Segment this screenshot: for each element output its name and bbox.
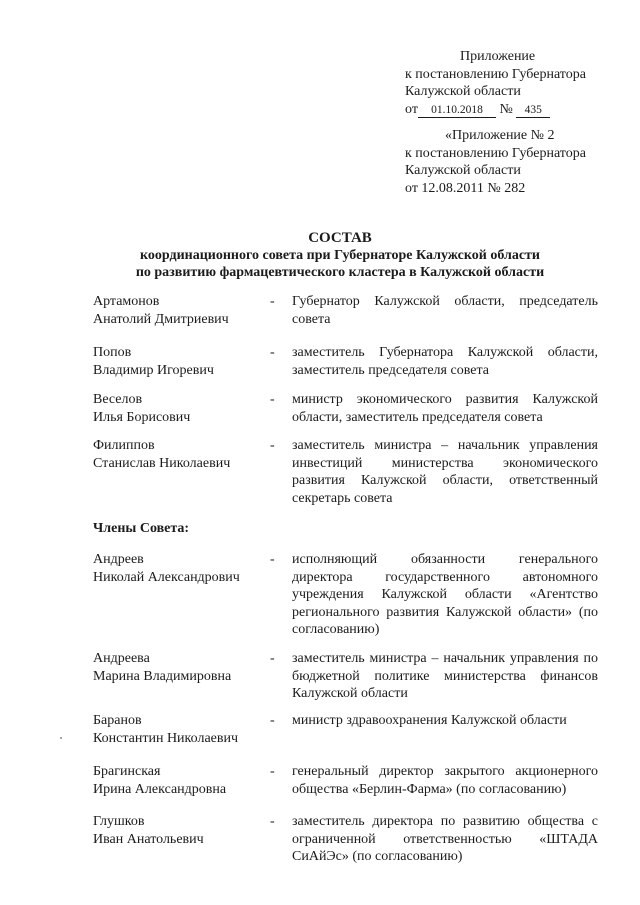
separator-dash: - bbox=[270, 764, 275, 779]
member-surname: Попов bbox=[93, 345, 132, 360]
number-prefix: № bbox=[499, 101, 513, 117]
member-surname: Брагинская bbox=[93, 764, 161, 779]
member-role: заместитель Губернатора Калужской области, заместитель председателя совета bbox=[292, 345, 598, 378]
member-given-names: Ирина Александровна bbox=[93, 781, 227, 797]
member-given-names: Станислав Николаевич bbox=[93, 455, 231, 471]
title-line-3: по развитию фармацевтического кластера в Калужской области bbox=[135, 265, 545, 280]
date-prefix: от bbox=[405, 101, 418, 117]
member-role: заместитель министра – начальник управления по бюджетной политике министерства финансов Калужской области bbox=[292, 651, 598, 701]
previous-decree-reference: к постановлению Губернатора bbox=[405, 145, 586, 161]
member-given-names: Владимир Игоревич bbox=[93, 362, 214, 378]
separator-dash: - bbox=[270, 814, 275, 829]
member-given-names: Константин Николаевич bbox=[93, 730, 239, 746]
member-given-names: Николай Александрович bbox=[93, 569, 240, 585]
document-title bbox=[100, 230, 580, 281]
member-role: заместитель министра – начальник управления инвестиций министерства экономического развития Калужской области, ответственный секретарь совета bbox=[292, 438, 598, 506]
member-role: генеральный директор закрытого акционерного общества «Берлин-Фарма» (по согласованию) bbox=[292, 764, 598, 797]
title-heading: СОСТАВ bbox=[308, 230, 372, 246]
separator-dash: - bbox=[270, 294, 275, 309]
member-given-names: Анатолий Дмитриевич bbox=[93, 311, 229, 327]
separator-dash: - bbox=[270, 438, 275, 453]
member-surname: Филиппов bbox=[93, 438, 155, 453]
separator-dash: - bbox=[270, 552, 275, 567]
separator-dash: - bbox=[270, 345, 275, 360]
decree-number: 435 bbox=[516, 104, 550, 118]
member-role: министр здравоохранения Калужской области bbox=[292, 713, 567, 728]
decree-date: 01.10.2018 bbox=[418, 104, 496, 118]
member-given-names: Иван Анатольевич bbox=[93, 831, 204, 847]
member-surname: Веселов bbox=[93, 392, 143, 407]
previous-date-line: от 12.08.2011 № 282 bbox=[405, 180, 526, 196]
member-surname: Андреева bbox=[93, 651, 150, 666]
date-number-line bbox=[405, 101, 586, 119]
member-name bbox=[93, 763, 268, 798]
member-surname: Артамонов bbox=[93, 294, 160, 309]
member-name bbox=[93, 650, 268, 685]
member-surname: Баранов bbox=[93, 713, 142, 728]
previous-appendix-header bbox=[405, 127, 586, 197]
member-name bbox=[93, 293, 268, 328]
title-line-2: координационного совета при Губернаторе Калужской области bbox=[140, 248, 540, 263]
region-name: Калужской области bbox=[405, 84, 521, 99]
member-role: Губернатор Калужской области, председатель совета bbox=[292, 294, 598, 327]
decree-reference: к постановлению Губернатора bbox=[405, 66, 586, 82]
member-role: министр экономического развития Калужской области, заместитель председателя совета bbox=[292, 392, 598, 425]
scan-speck bbox=[60, 737, 62, 739]
separator-dash: - bbox=[270, 392, 275, 407]
member-surname: Андреев bbox=[93, 552, 144, 567]
member-name bbox=[93, 437, 268, 472]
member-name bbox=[93, 551, 268, 586]
separator-dash: - bbox=[270, 713, 275, 728]
appendix-header bbox=[405, 48, 586, 118]
member-name bbox=[93, 344, 268, 379]
member-name bbox=[93, 712, 268, 747]
member-role: исполняющий обязанности генерального директора государственного автономного учреждения Калужской области «Агентство регионального развития Калужской области» (по согласованию) bbox=[292, 552, 598, 637]
member-given-names: Марина Владимировна bbox=[93, 668, 232, 684]
member-surname: Глушков bbox=[93, 814, 145, 829]
appendix-title: Приложение bbox=[460, 49, 536, 64]
previous-region-name: Калужской области bbox=[405, 163, 521, 178]
member-name bbox=[93, 391, 268, 426]
member-role: заместитель директора по развитию общества с ограниченной ответственностью «ШТАДА СиАйЭс» (по согласованию) bbox=[292, 814, 598, 864]
members-heading: Члены Совета: bbox=[93, 521, 190, 536]
separator-dash: - bbox=[270, 651, 275, 666]
member-name bbox=[93, 813, 268, 848]
previous-appendix-title: «Приложение № 2 bbox=[445, 128, 555, 143]
member-given-names: Илья Борисович bbox=[93, 409, 191, 425]
